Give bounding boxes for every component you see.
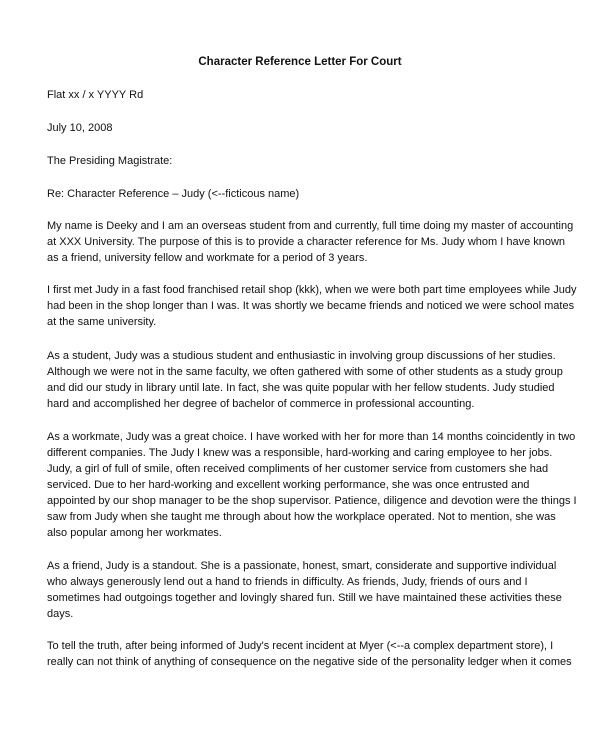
- paragraph-line: hard and accomplished her degree of bachelor of commerce in professional accounting.: [47, 398, 475, 410]
- paragraph-line: Although we were not in the same faculty, we often gathered with some of other students as a study group: [47, 366, 563, 378]
- paragraph-line: different companies. The Judy I knew was a responsible, hard-working and caring employee to her jobs.: [47, 447, 553, 459]
- paragraph-line: sometimes had outgoings together and lovingly shared fun. Still we have maintained these activities these: [47, 592, 562, 604]
- paragraph-line: also popular among her workmates.: [47, 527, 222, 539]
- paragraph-line: I first met Judy in a fast food franchised retail shop (kkk), when we were both part time employees while Judy: [47, 284, 577, 296]
- paragraph-line: As a friend, Judy is a standout. She is a passionate, honest, smart, considerate and supportive individual: [47, 560, 557, 572]
- paragraph-line: as a friend, university fellow and workmate for a period of 3 years.: [47, 252, 368, 264]
- paragraph-student: [47, 348, 567, 412]
- paragraph-introduction: [47, 218, 574, 266]
- paragraph-line: had been in the shop longer than I was. It was shortly we became friends and noticed we were school mates: [47, 300, 575, 312]
- paragraph-workmate: [47, 429, 577, 541]
- paragraph-line: As a workmate, Judy was a great choice. I have worked with her for more than 14 months coincidently in two: [47, 431, 576, 443]
- paragraph-line: saw from Judy when she taught me through about how the workplace operated. Not to mention, she was: [47, 511, 556, 523]
- paragraph-line: Judy, a girl of full of smile, often received compliments of her customer service from customers she had: [47, 463, 549, 475]
- sender-address: Flat xx / x YYYY Rd: [47, 89, 144, 101]
- paragraph-line: days.: [47, 608, 74, 620]
- subject-line: Re: Character Reference – Judy (<--ficticous name): [47, 188, 300, 200]
- paragraph-line: As a student, Judy was a studious student and enthusiastic in involving group discussions of her studies.: [47, 350, 556, 362]
- paragraph-line: appointed by our shop manager to be the shop supervisor. Patience, diligence and devotion were the things I: [47, 495, 577, 507]
- paragraph-line: serviced. Due to her hard-working and excellent working performance, she was once entrusted and: [47, 479, 530, 491]
- letter-date: July 10, 2008: [47, 122, 113, 134]
- paragraph-incident: [47, 638, 572, 670]
- letter-title: Character Reference Letter For Court: [198, 56, 402, 68]
- paragraph-line: really can not think of anything of consequence on the negative side of the personality ledger when it comes: [47, 656, 572, 668]
- paragraph-friend: [47, 558, 567, 622]
- salutation: The Presiding Magistrate:: [47, 155, 173, 167]
- paragraph-line: at the same university.: [47, 316, 157, 328]
- paragraph-line: and did our study in library until late. In fact, she was quite popular with her fellow students. Judy studied: [47, 382, 555, 394]
- paragraph-line: who always generously lend out a hand to friends in difficulty. As friends, Judy, friends of ours and I: [47, 576, 528, 588]
- paragraph-line: My name is Deeky and I am an overseas student from and currently, full time doing my master of accounting: [47, 220, 574, 232]
- paragraph-line: To tell the truth, after being informed of Judy's recent incident at Myer (<--a complex department store), I: [47, 640, 554, 652]
- paragraph-first-meeting: [47, 282, 577, 330]
- paragraph-line: at XXX University. The purpose of this is to provide a character reference for Ms. Judy whom I have known: [47, 236, 566, 248]
